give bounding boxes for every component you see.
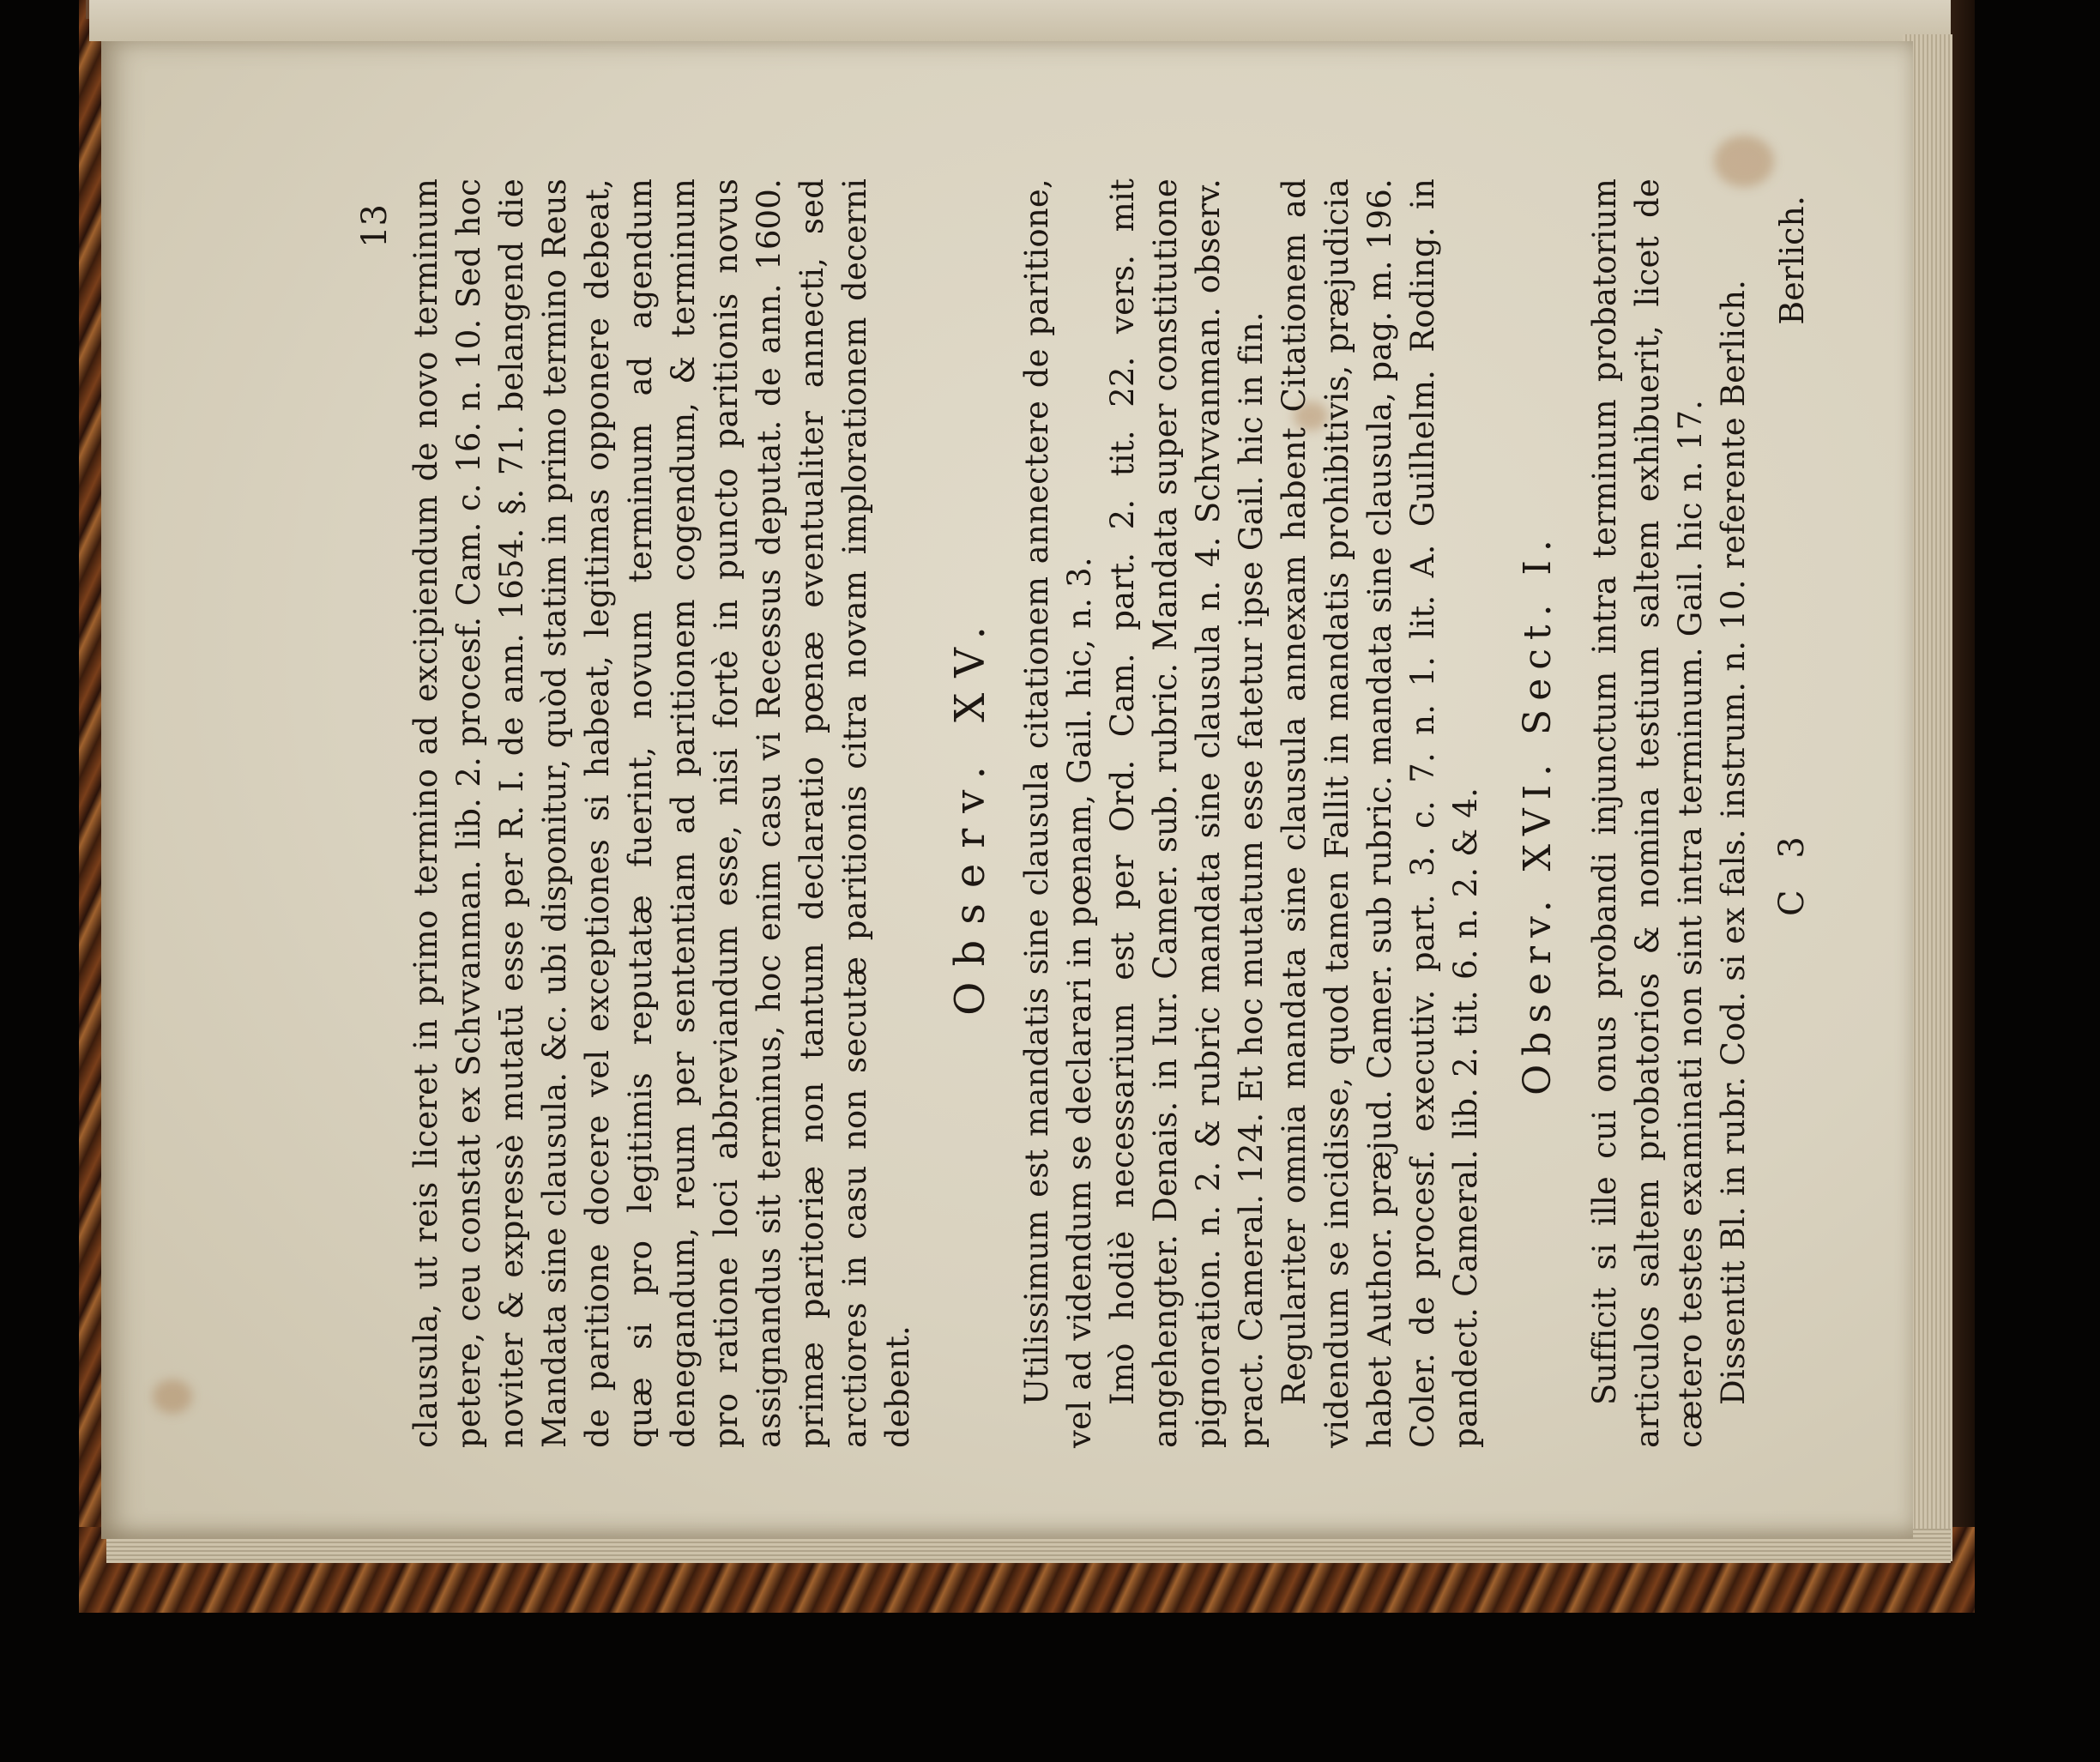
rotated-text-block	[353, 178, 1829, 1448]
section-heading-xvi: Observ. XVI. Sect. I.	[1516, 531, 1560, 1095]
paragraph: clausula, ut reis liceret in primo termino ad excipiendum de novo terminum petere, ceu constat ex Schvvanman. lib. 2. procesf. Cam. c. 16. n. 10. Sed hoc noviter & expressè mutatū esse per R. I. de ann. 1654. §. 71. belangend die Mandata sine clausula. &c. ubi disponitur, quòd statim in primo termino Reus de paritione docere vel exceptiones si habeat, legitimas opponere debeat, quæ si pro legitimis reputatæ fuerint, novum terminum ad agendum denegandum, reum per sententiam ad paritionem cogendum, & terminum pro ratione loci abbreviandum esse, nisi fortè in puncto paritionis novus assignandus sit terminus, hoc enim casu vi Recessus deputat. de ann. 1600. primæ paritoriæ non tantum declaratio pœnæ eventualiter annecti, sed arctiores in casu non secutæ paritionis citra novam implorationem decerni debent.	[407, 178, 916, 1448]
foxing-spot	[153, 1379, 192, 1414]
page-footer	[1771, 178, 1819, 1448]
page-block-top	[89, 0, 1951, 41]
paragraph: Dissentit Bl. in rubr. Cod. si ex fals. instrum. n. 10. referente Berlich.	[1715, 279, 1752, 1405]
paragraph: Utilissimum est mandatis sine clausula citationem annectere de paritione, vel ad videndum se declarari in pœnam, Gail. hic, n. 3.	[1018, 178, 1098, 1448]
running-head	[353, 178, 405, 1448]
paragraph: Sufficit si ille cui onus probandi injunctum intra terminum probatorium articulos saltem probatorios & nomina testium saltem exhibuerit, licet de cætero testes examinati non sint intra terminum. Gail. hic n. 17.	[1586, 178, 1709, 1448]
signature-mark: C 3	[1772, 826, 1812, 916]
page-number: 13	[355, 204, 395, 248]
catchword: Berlich.	[1773, 196, 1811, 325]
paragraph: Regulariter omnia mandata sine clausula annexam habent Citationem ad videndum se incidisse, quod tamen Fallit in mandatis prohibitivis, præjudicia habet Author. præjud. Camer. sub rubric. mandata sine clausula, pag. m. 196. Coler. de procesf. executiv. part. 3. c. 7. n. 1. lit. A. Guilhelm. Roding. in pandect. Cameral. lib. 2. tit. 6. n. 2. & 4.	[1276, 178, 1484, 1448]
paragraph: Imò hodiè necessarium est per Ord. Cam. part. 2. tit. 22. vers. mit angehengter. Denais. in Iur. Camer. sub. rubric. Mandata super constitutione pignoration. n. 2. & rubric mandata sine clausula n. 4. Schvvanman. observ. pract. Cameral. 124. Et hoc mutatum esse fatetur ipse Gail. hic in fin.	[1104, 178, 1270, 1448]
section-heading-xv: Observ. XV.	[946, 611, 994, 1016]
